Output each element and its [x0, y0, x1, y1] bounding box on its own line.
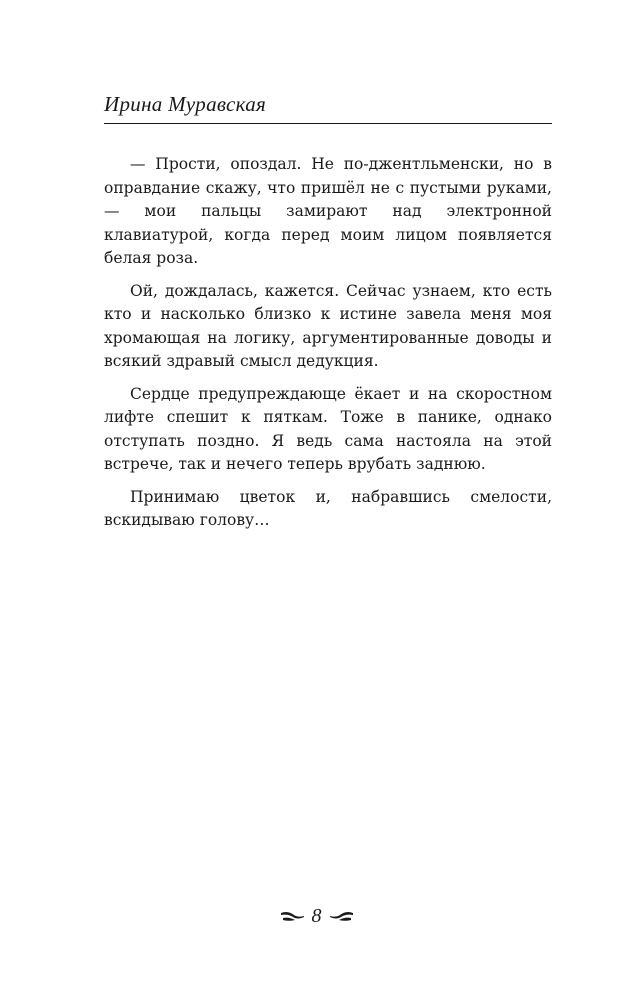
page-number: 8 — [311, 905, 322, 927]
paragraph: Ой, дождалась, кажется. Сейчас узнаем, кто есть кто и насколько близко к истине завела меня моя хромающая на логику, аргументированные доводы и всякий здравый смысл дедукция. — [104, 281, 552, 370]
body-text — [104, 153, 552, 542]
flourish-left-icon — [280, 909, 306, 923]
header-rule — [104, 123, 552, 124]
paragraph: — Прости, опоздал. Не по-джентльменски, но в оправдание скажу, что пришёл не с пустыми руками, — мои пальцы замирают над электронной клавиатурой, когда перед моим лицом появляется белая роза. — [104, 155, 552, 267]
running-head: Ирина Муравская — [104, 92, 267, 116]
paragraph: Принимаю цветок и, набравшись смелости, вскидываю голову… — [104, 487, 552, 529]
page-folio — [0, 905, 633, 927]
paragraph: Сердце предупреждающе ёкает и на скоростном лифте спешит к пяткам. Тоже в панике, однако отступать поздно. Я ведь сама настояла на этой встрече, так и нечего теперь врубать заднюю. — [104, 384, 552, 473]
flourish-right-icon — [328, 909, 354, 923]
